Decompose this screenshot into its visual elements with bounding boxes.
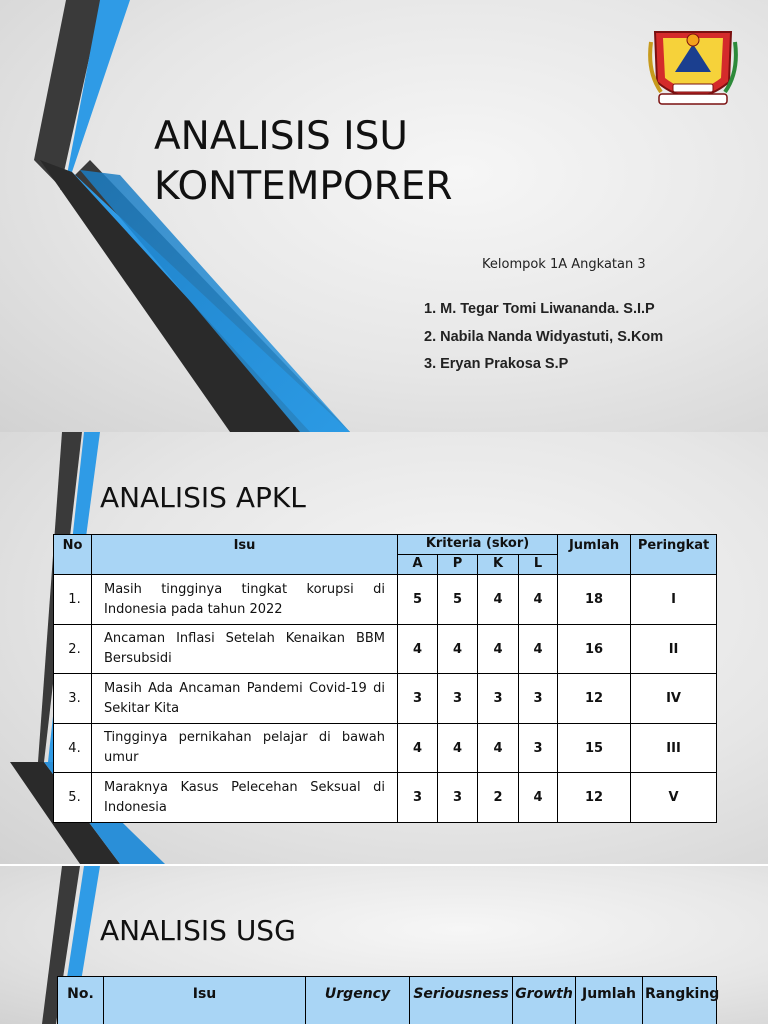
cell-p: 3 <box>438 674 478 724</box>
member-item: 1. M. Tegar Tomi Liwananda. S.I.P <box>424 301 655 317</box>
cell-a: 5 <box>398 575 438 625</box>
cell-isu: Maraknya Kasus Pelecehan Seksual di Indonesia <box>92 773 398 823</box>
header-urgency: Urgency <box>306 977 410 1024</box>
header-seriousness: Seriousness <box>410 977 513 1024</box>
header-p: P <box>438 555 478 575</box>
cell-isu: Ancaman Inflasi Setelah Kenaikan BBM Bersubsidi <box>92 625 398 674</box>
header-l: L <box>519 555 558 575</box>
cell-no: 5. <box>54 773 92 823</box>
cell-peringkat: III <box>631 724 717 773</box>
cell-no: 2. <box>54 625 92 674</box>
cell-l: 3 <box>519 674 558 724</box>
cell-l: 4 <box>519 625 558 674</box>
cell-peringkat: I <box>631 575 717 625</box>
cell-k: 4 <box>478 575 519 625</box>
table-row <box>54 674 717 724</box>
cell-l: 4 <box>519 773 558 823</box>
cell-a: 3 <box>398 773 438 823</box>
header-rangking: Rangking <box>643 977 717 1024</box>
table-row <box>54 575 717 625</box>
subtitle: Kelompok 1A Angkatan 3 <box>482 257 646 272</box>
cell-no: 1. <box>54 575 92 625</box>
header-growth: Growth <box>513 977 576 1024</box>
cell-a: 4 <box>398 625 438 674</box>
cell-p: 4 <box>438 625 478 674</box>
member-item: 3. Eryan Prakosa S.P <box>424 356 569 372</box>
cell-a: 4 <box>398 724 438 773</box>
section-title: ANALISIS USG <box>100 914 296 947</box>
cell-p: 4 <box>438 724 478 773</box>
apkl-table <box>53 534 717 823</box>
cell-isu: Tingginya pernikahan pelajar di bawah umur <box>92 724 398 773</box>
header-k: K <box>478 555 519 575</box>
header-no: No <box>54 535 92 575</box>
title-line-1: ANALISIS ISU <box>154 114 408 159</box>
cell-no: 3. <box>54 674 92 724</box>
cell-l: 3 <box>519 724 558 773</box>
slide-title <box>0 0 768 432</box>
header-kriteria: Kriteria (skor) <box>398 535 558 555</box>
cell-no: 4. <box>54 724 92 773</box>
usg-table <box>57 976 720 1024</box>
cell-k: 4 <box>478 724 519 773</box>
table-row <box>54 724 717 773</box>
cell-peringkat: V <box>631 773 717 823</box>
slide-usg <box>0 866 768 1024</box>
cell-jumlah: 12 <box>558 674 631 724</box>
jawa-tengah-emblem-icon <box>645 12 741 116</box>
cell-a: 3 <box>398 674 438 724</box>
cell-jumlah: 18 <box>558 575 631 625</box>
cell-peringkat: IV <box>631 674 717 724</box>
cell-isu: Masih tingginya tingkat korupsi di Indonesia pada tahun 2022 <box>92 575 398 625</box>
section-title: ANALISIS APKL <box>100 481 306 514</box>
cell-k: 3 <box>478 674 519 724</box>
table-row <box>54 625 717 674</box>
header-jumlah: Jumlah <box>558 535 631 575</box>
cell-k: 2 <box>478 773 519 823</box>
header-a: A <box>398 555 438 575</box>
cell-k: 4 <box>478 625 519 674</box>
cell-p: 5 <box>438 575 478 625</box>
cell-jumlah: 15 <box>558 724 631 773</box>
header-isu: Isu <box>92 535 398 575</box>
cell-l: 4 <box>519 575 558 625</box>
member-item: 2. Nabila Nanda Widyastuti, S.Kom <box>424 328 664 345</box>
cell-jumlah: 12 <box>558 773 631 823</box>
cell-peringkat: II <box>631 625 717 674</box>
table-row <box>54 773 717 823</box>
header-peringkat: Peringkat <box>631 535 717 575</box>
member-list <box>424 296 663 379</box>
cell-p: 3 <box>438 773 478 823</box>
cell-jumlah: 16 <box>558 625 631 674</box>
header-jumlah: Jumlah <box>576 977 643 1024</box>
page-title <box>154 112 452 212</box>
header-no: No. <box>58 977 104 1024</box>
header-isu: Isu <box>104 977 306 1024</box>
cell-isu: Masih Ada Ancaman Pandemi Covid-19 di Sekitar Kita <box>92 674 398 724</box>
slide-apkl <box>0 432 768 864</box>
title-line-2: KONTEMPORER <box>154 164 453 209</box>
